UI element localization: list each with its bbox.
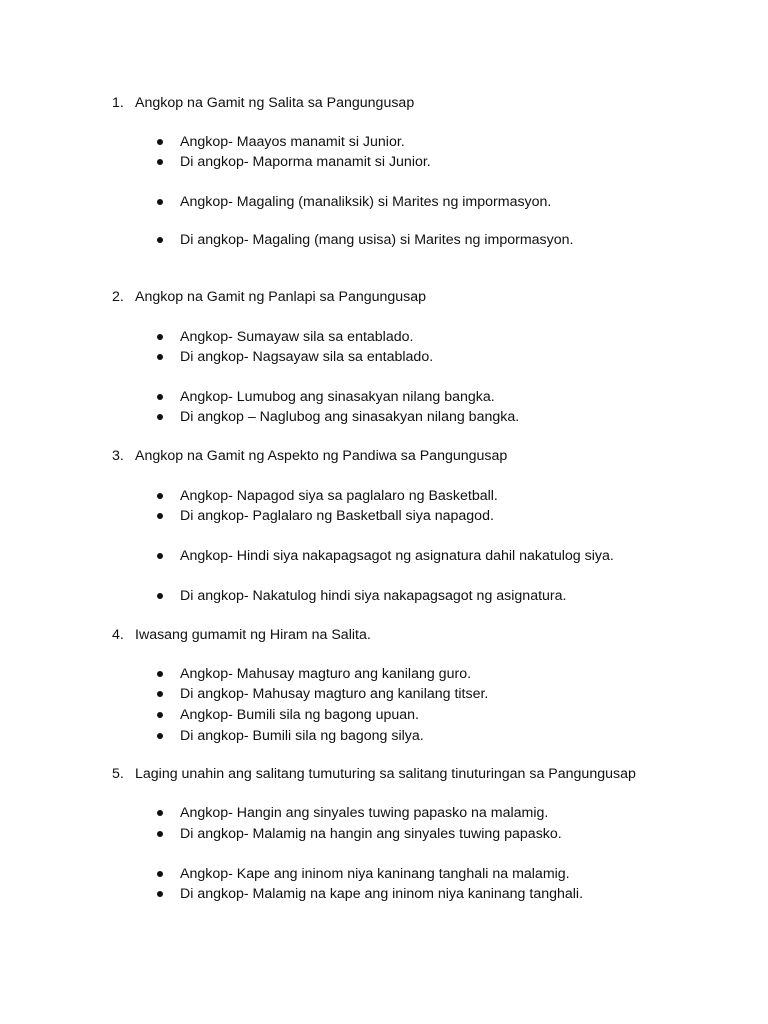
- bullet-icon: [157, 831, 163, 837]
- section-title: Iwasang gumamit ng Hiram na Salita.: [135, 627, 371, 643]
- list-item-text: Angkop- Mahusay magturo ang kanilang guro.: [180, 666, 472, 682]
- list-item-text: Di angkop- Nagsayaw sila sa entablado.: [180, 349, 434, 365]
- list-item: [0, 388, 768, 406]
- section-title: Laging unahin ang salitang tumuturing sa salitang tinuturingan sa Pangungusap: [135, 766, 636, 782]
- list-item: [0, 153, 768, 171]
- bullet-icon: [157, 712, 163, 718]
- list-item-text: Angkop- Napagod siya sa paglalaro ng Basketball.: [180, 488, 498, 504]
- section-number: 1.: [112, 95, 124, 111]
- list-item: [0, 706, 768, 724]
- list-item-text: Di angkop- Nakatulog hindi siya nakapagsagot ng asignatura.: [180, 588, 567, 604]
- section-number: 4.: [112, 627, 124, 643]
- section-heading: [0, 626, 768, 644]
- list-item: [0, 408, 768, 426]
- section-title: Angkop na Gamit ng Panlapi sa Pangungusap: [135, 289, 427, 305]
- bullet-icon: [157, 891, 163, 897]
- list-item-text: Di angkop- Bumili sila ng bagong silya.: [180, 728, 424, 744]
- bullet-icon: [157, 139, 163, 145]
- bullet-icon: [157, 199, 163, 205]
- section-heading: [0, 447, 768, 465]
- list-item-text: Angkop- Kape ang ininom niya kaninang tanghali na malamig.: [180, 866, 570, 882]
- bullet-icon: [157, 237, 163, 243]
- list-item: [0, 547, 768, 565]
- list-item: [0, 587, 768, 605]
- list-item: [0, 685, 768, 703]
- bullet-icon: [157, 553, 163, 559]
- list-item-text: Angkop- Bumili sila ng bagong upuan.: [180, 707, 419, 723]
- section-title: Angkop na Gamit ng Salita sa Pangungusap: [135, 95, 415, 111]
- list-item-text: Di angkop- Paglalaro ng Basketball siya napagod.: [180, 508, 494, 524]
- bullet-icon: [157, 810, 163, 816]
- section-number: 2.: [112, 289, 124, 305]
- section-heading: [0, 94, 768, 112]
- list-item-text: Di angkop – Naglubog ang sinasakyan nilang bangka.: [180, 409, 520, 425]
- list-item: [0, 665, 768, 683]
- list-item-text: Angkop- Lumubog ang sinasakyan nilang bangka.: [180, 389, 495, 405]
- section-title: Angkop na Gamit ng Aspekto ng Pandiwa sa Pangungusap: [135, 448, 508, 464]
- bullet-icon: [157, 414, 163, 420]
- list-item-text: Di angkop- Mahusay magturo ang kanilang titser.: [180, 686, 489, 702]
- list-item: [0, 825, 768, 843]
- section-number: 3.: [112, 448, 124, 464]
- bullet-icon: [157, 671, 163, 677]
- list-item: [0, 487, 768, 505]
- list-item-text: Angkop- Hangin ang sinyales tuwing papasko na malamig.: [180, 805, 549, 821]
- list-item: [0, 348, 768, 366]
- bullet-icon: [157, 871, 163, 877]
- list-item: [0, 193, 768, 211]
- list-item-text: Di angkop- Magaling (mang usisa) si Marites ng impormasyon.: [180, 232, 574, 248]
- list-item-text: Di angkop- Malamig na hangin ang sinyales tuwing papasko.: [180, 826, 562, 842]
- list-item-text: Angkop- Magaling (manaliksik) si Marites ng impormasyon.: [180, 194, 552, 210]
- bullet-icon: [157, 593, 163, 599]
- bullet-icon: [157, 691, 163, 697]
- bullet-icon: [157, 159, 163, 165]
- bullet-icon: [157, 334, 163, 340]
- list-item-text: Angkop- Hindi siya nakapagsagot ng asignatura dahil nakatulog siya.: [180, 548, 614, 564]
- bullet-icon: [157, 493, 163, 499]
- list-item: [0, 133, 768, 151]
- list-item-text: Angkop- Sumayaw sila sa entablado.: [180, 329, 414, 345]
- list-item-text: Di angkop- Maporma manamit si Junior.: [180, 154, 431, 170]
- list-item: [0, 885, 768, 903]
- list-item: [0, 328, 768, 346]
- bullet-icon: [157, 733, 163, 739]
- list-item: [0, 865, 768, 883]
- section-heading: [0, 765, 768, 783]
- bullet-icon: [157, 354, 163, 360]
- list-item: [0, 507, 768, 525]
- bullet-icon: [157, 513, 163, 519]
- list-item-text: Angkop- Maayos manamit si Junior.: [180, 134, 405, 150]
- bullet-icon: [157, 394, 163, 400]
- list-item: [0, 804, 768, 822]
- list-item: [0, 727, 768, 745]
- list-item-text: Di angkop- Malamig na kape ang ininom niya kaninang tanghali.: [180, 886, 584, 902]
- section-heading: [0, 288, 768, 306]
- list-item: [0, 231, 768, 249]
- section-number: 5.: [112, 766, 124, 782]
